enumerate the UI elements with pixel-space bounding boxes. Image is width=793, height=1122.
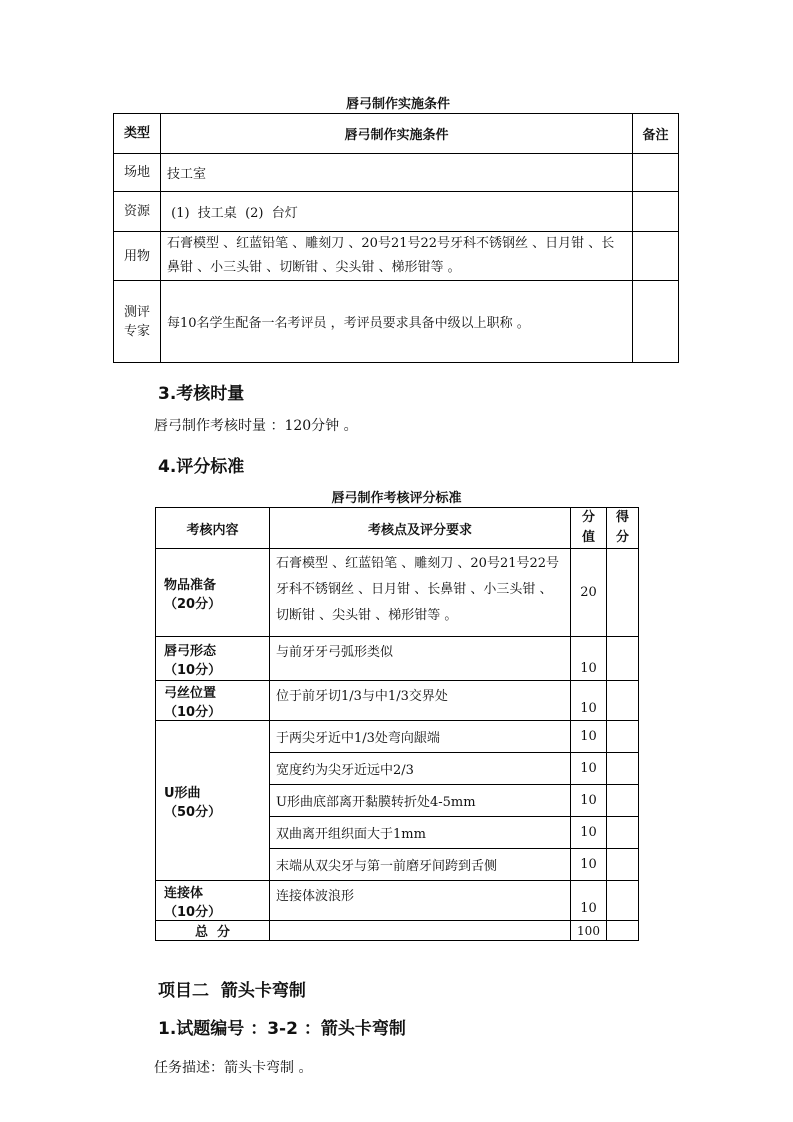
col-header-criteria: 考核点及评分要求 <box>270 508 571 549</box>
project2-title: 项目二 箭头卡弯制 <box>158 981 306 1001</box>
item-name-cell <box>156 681 270 721</box>
row-remarks <box>633 154 679 192</box>
table-row <box>156 549 639 637</box>
project2-task: 任务描述：箭头卡弯制 。 <box>154 1060 313 1076</box>
item-score: 10 <box>571 637 607 681</box>
item-score: 10 <box>571 849 607 881</box>
col-header-conditions: 唇弓制作实施条件 <box>161 114 633 154</box>
item-points: （10分） <box>164 662 222 678</box>
implementation-conditions-table <box>113 113 679 363</box>
item-criteria: 位于前牙切1/3与中1/3交界处 <box>270 681 571 721</box>
project2-item-title: 1.试题编号 ：3-2 ：箭头卡弯制 <box>158 1019 406 1039</box>
table-row <box>114 281 679 363</box>
row-type-resources: 资源 <box>114 192 161 232</box>
item-got <box>607 785 639 817</box>
item-points: （20分） <box>164 596 222 612</box>
table2-header-row <box>156 508 639 549</box>
total-label: 总 分 <box>156 921 270 941</box>
item-score: 10 <box>571 881 607 921</box>
item-got <box>607 637 639 681</box>
item-criteria: 连接体波浪形 <box>270 881 571 921</box>
item-name: U形曲 <box>164 785 201 801</box>
item-score: 10 <box>571 681 607 721</box>
item-criteria: 宽度约为尖牙近远中2/3 <box>270 753 571 785</box>
table-row <box>156 881 639 921</box>
section3-heading: 3.考核时量 <box>158 384 245 404</box>
row-type-examiners: 测评专家 <box>114 281 161 363</box>
item-score: 20 <box>571 549 607 637</box>
item-name-cell <box>156 549 270 637</box>
item-criteria: 与前牙牙弓弧形类似 <box>270 637 571 681</box>
row-content-resources: (1) 技工桌 (2) 台灯 <box>161 192 633 232</box>
item-name-cell <box>156 881 270 921</box>
scoring-standard-table <box>155 507 639 941</box>
col-header-type: 类型 <box>114 114 161 154</box>
section4-heading: 4.评分标准 <box>158 457 245 477</box>
table-row <box>114 192 679 232</box>
item-criteria: 于两尖牙近中1/3处弯向龈端 <box>270 721 571 753</box>
item-criteria: 末端从双尖牙与第一前磨牙间跨到舌侧 <box>270 849 571 881</box>
table-row <box>114 232 679 281</box>
item-points: （50分） <box>164 804 222 820</box>
total-row <box>156 921 639 941</box>
item-got <box>607 753 639 785</box>
item-name: 物品准备 <box>164 577 217 593</box>
item-score: 10 <box>571 721 607 753</box>
item-got <box>607 549 639 637</box>
item-name: 连接体 <box>164 885 204 901</box>
item-points: （10分） <box>164 704 222 720</box>
total-got <box>607 921 639 941</box>
table-row <box>114 154 679 192</box>
item-name: 弓丝位置 <box>164 685 217 701</box>
item-points: （10分） <box>164 904 222 920</box>
item-got <box>607 681 639 721</box>
row-content-venue: 技工室 <box>161 154 633 192</box>
item-got <box>607 849 639 881</box>
item-score: 10 <box>571 785 607 817</box>
table1-caption: 唇弓制作实施条件 <box>345 97 450 112</box>
col-header-content: 考核内容 <box>156 508 270 549</box>
row-type-supplies: 用物 <box>114 232 161 281</box>
row-type-venue: 场地 <box>114 154 161 192</box>
item-got <box>607 721 639 753</box>
item-score: 10 <box>571 817 607 849</box>
table-row <box>156 681 639 721</box>
row-remarks <box>633 232 679 281</box>
table-row <box>156 721 639 753</box>
table-row <box>156 637 639 681</box>
item-criteria: 石膏模型 、红蓝铅笔 、雕刻刀 、20号21号22号牙科不锈钢丝 、日月钳 、长鼻钳 、小三头钳 、切断钳 、尖头钳 、梯形钳等 。 <box>270 549 571 637</box>
row-remarks <box>633 281 679 363</box>
item-criteria: U形曲底部离开黏膜转折处4-5mm <box>270 785 571 817</box>
table2-caption: 唇弓制作考核评分标准 <box>331 491 462 506</box>
item-name-cell <box>156 637 270 681</box>
col-header-remarks: 备注 <box>633 114 679 154</box>
item-name-cell <box>156 721 270 881</box>
total-score: 100 <box>571 921 607 941</box>
col-header-got: 得分 <box>607 508 639 549</box>
row-remarks <box>633 192 679 232</box>
row-content-supplies: 石膏模型 、红蓝铅笔 、雕刻刀 、20号21号22号牙科不锈钢丝 、日月钳 、长鼻钳 、小三头钳 、切断钳 、尖头钳 、梯形钳等 。 <box>161 232 633 281</box>
row-content-examiners: 每10名学生配备一名考评员 ，考评员要求具备中级以上职称 。 <box>161 281 633 363</box>
item-criteria: 双曲离开组织面大于1mm <box>270 817 571 849</box>
item-name: 唇弓形态 <box>164 643 217 659</box>
total-criteria <box>270 921 571 941</box>
section3-text: 唇弓制作考核时量 ：120分钟 。 <box>154 418 358 434</box>
item-score: 10 <box>571 753 607 785</box>
item-got <box>607 881 639 921</box>
table1-header-row <box>114 114 679 154</box>
item-got <box>607 817 639 849</box>
col-header-score: 分值 <box>571 508 607 549</box>
